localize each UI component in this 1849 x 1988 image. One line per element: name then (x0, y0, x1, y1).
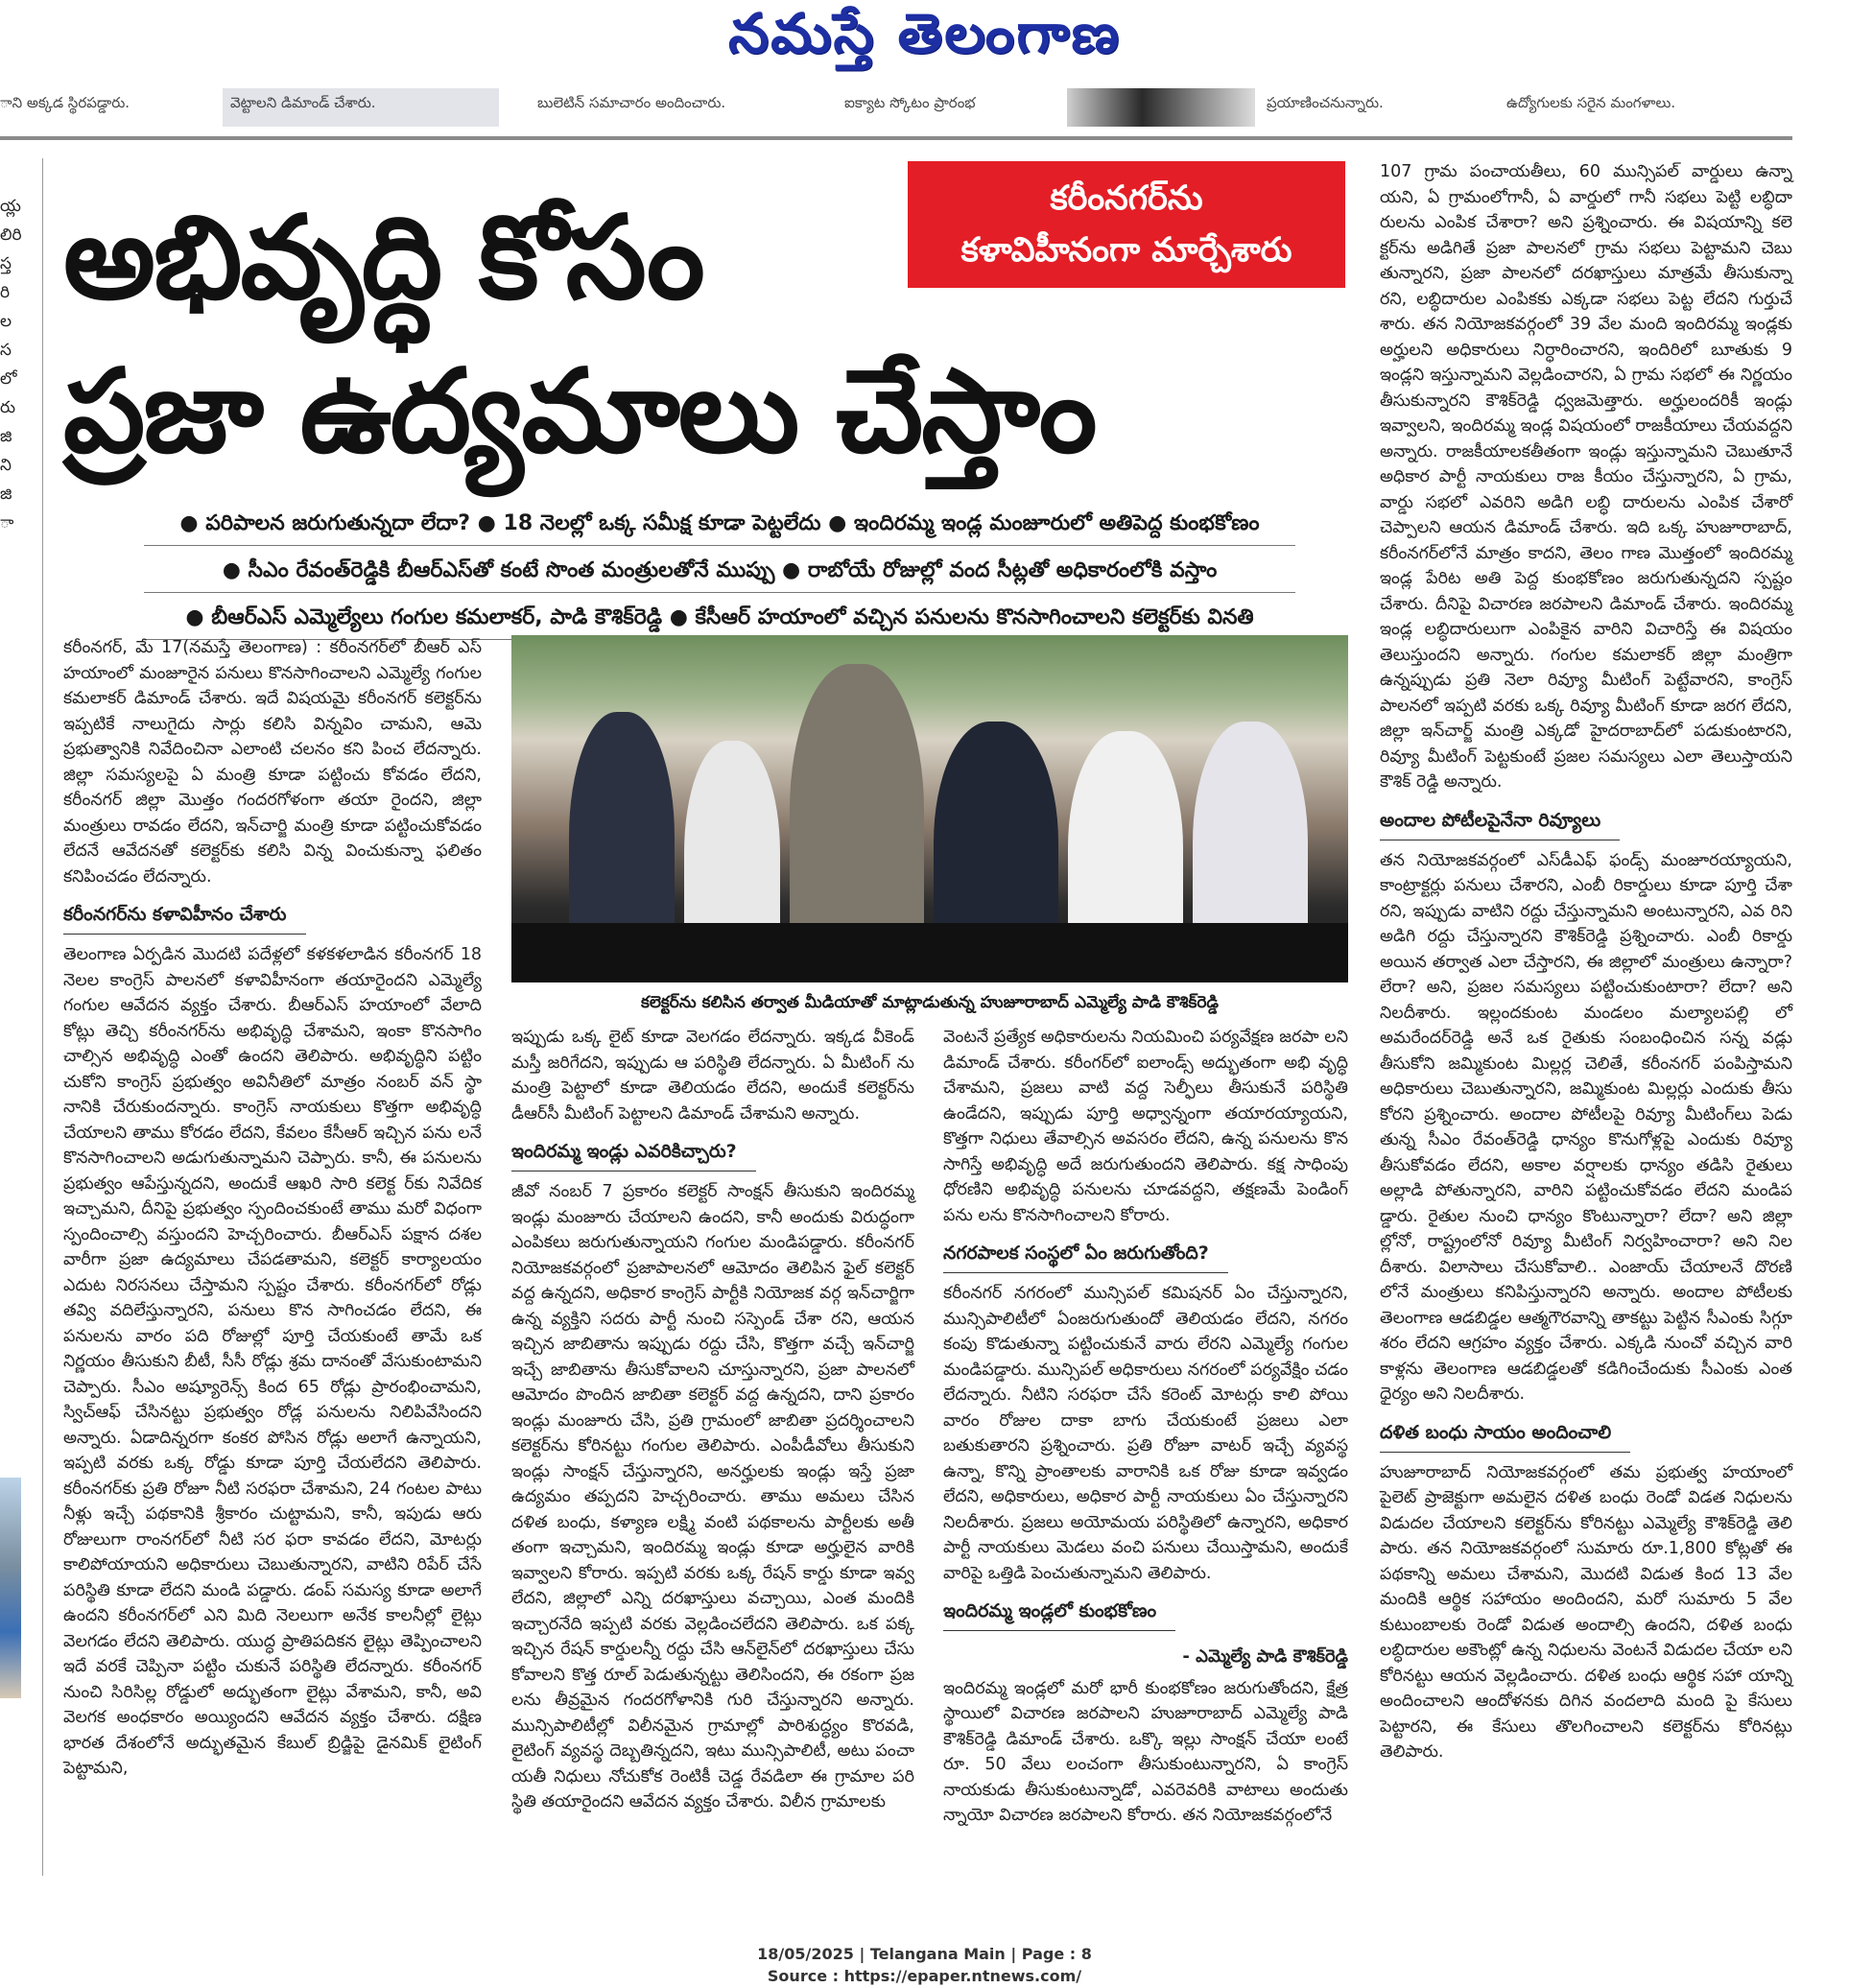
subheading: నగరపాలక సంస్థలో ఏం జరుగుతోంది? (943, 1234, 1228, 1273)
strip-item: వెట్టాలని డిమాండ్ చేశారు. (230, 94, 376, 111)
top-rule (0, 136, 1792, 140)
headline-line-2: ప్రజా ఉద్యమాలు చేస్తాం (63, 345, 1096, 479)
edge-line: స్త (0, 254, 12, 273)
strip-item: ఐక్యాట స్కోటం ప్రారంభ (844, 94, 976, 111)
edge-line: రి (0, 283, 11, 302)
edge-line: జి (0, 485, 12, 504)
strip-item: బులెటిన్ సమాచారం అందించారు. (537, 94, 726, 111)
column-3 (943, 1025, 1348, 1829)
page-footer (0, 1944, 1849, 1988)
highlight-box (904, 157, 1349, 292)
column-rule (42, 158, 43, 1876)
edge-line: య్ల (0, 197, 21, 216)
highlight-line-1: కరీంనగర్‌ను (1050, 179, 1203, 218)
paragraph: హుజూరాబాద్ నియోజకవర్గంలో తమ ప్రభుత్వ హయాంలో పైలెట్ ప్రాజెక్టుగా అమలైన దళిత బంధు రెండో విడత నిధులను విడుదల చేయాలని కలెక్టర్‌ను కోరినట్టు ఎమ్మెల్యే కౌశిక్‌రెడ్డి తెలి పారు. తన నియోజకవర్గంలో సుమారు రూ.1,800 కోట్లతో ఈ పథకాన్ని అమలు చేశామని, మొదటి విడుత కింద 13 వేల మందికి ఆర్థిక సహాయం అందిందని, మరో సుమారు 5 వేల కుటుంబాలకు రెండో విడుత అందాల్సి ఉందని, దళిత బంధు లబ్ధిదారుల అకౌంట్లో ఉన్న నిధులను వెంటనే విడుదల చేయా లని కోరినట్టు ఆయన వెల్లడించారు. దళిత బంధు ఆర్థిక సహా యాన్ని అందించాలని ఆందోళనకు దిగిన వందలాది మంది పై కేసులు పెట్టారని, ఈ కేసులు తొలగించాలని కలెక్టర్‌ను కోరినట్లు తెలిపారు. (1380, 1462, 1792, 1762)
edge-line: ా (0, 513, 14, 532)
headline-line-1: అభివృద్ధి కోసం (63, 192, 703, 325)
summary-bullets (144, 503, 1295, 644)
subheading: దళిత బంధు సాయం అందించాలి (1380, 1413, 1630, 1453)
masthead (0, 0, 1849, 81)
bullet-line: ● సీఎం రేవంత్‌రెడ్డికి బీఆర్‌ఎస్‌తో కంటే సొంత మంత్రులతోనే ముప్పు ● రాబోయే రోజుల్లో వంద సీట్లతో అధికారంలోకి వస్తాం (144, 550, 1295, 593)
strip-item: ఉద్యోగులకు సరైన మంగళాలు. (1506, 94, 1676, 111)
column-1 (63, 635, 482, 1782)
newspaper-logo: నమస్తే తెలంగాణ (727, 2, 1122, 66)
news-photo (511, 635, 1348, 982)
edge-line: ల (0, 312, 12, 331)
microphones (511, 923, 1348, 982)
paragraph: కరీంనగర్ నగరంలో మున్సిపల్ కమిషనర్ ఏం చేస్తున్నారని, మున్సిపాలిటీలో ఏంజరుగుతుందో తెలియడం లేదని, నగరం కంపు కొడుతున్నా పట్టించుకునే వారు లేరని ఎమ్మెల్యే గంగుల మండిపడ్డారు. మున్సిపల్ అధికారులు నగరంలో పర్యవేక్షిం చడం లేదన్నారు. నీటిని సరఫరా చేసే కరెంట్ మోటర్లు కాలి పోయి వారం రోజుల దాకా బాగు చేయకుంటే ప్రజలు ఎలా బతుకుతారని ప్రశ్నించారు. ప్రతి రోజూ వాటర్ ఇచ్చే వ్యవస్థ ఉన్నా, కొన్ని ప్రాంతాలకు వారానికి ఒక రోజు కూడా ఇవ్వడం లేదని, అధికారులు, అధికార పార్టీ నాయకులు ఏం చేస్తున్నారని నిలదీశారు. ప్రజలు అయోమయ పరిస్థితిలో ఉన్నారని, అధికార పార్టీ నాయకులు మెడలు వంచి పనులు చేయిస్తామని, అందుకే వారిపై ఒత్తిడి పెంచుతున్నామని తెలిపారు. (943, 1284, 1348, 1583)
strip-item: ప్రయాణించనున్నారు. (1267, 94, 1384, 111)
bullet-line: ● బీఆర్‌ఎస్ ఎమ్మెల్యేలు గంగుల కమలాకర్, పాడి కౌశిక్‌రెడ్డి ● కేసీఆర్ హయాంలో వచ్చిన పనులను కొనసాగించాలని కలెక్టర్‌కు వినతి (144, 597, 1295, 640)
column-4 (1380, 159, 1792, 1765)
paragraph: తన నియోజకవర్గంలో ఎస్‌డీఎఫ్ ఫండ్స్ మంజూరయ్యాయని, కాంట్రాక్టర్లు పనులు చేశారని, ఎంబీ రికార్డులు కూడా పూర్తి చేశా రని, ఇప్పుడు వాటిని రద్దు చేస్తున్నామని అంటున్నారని, ఎవ రిని అడిగి రద్దు చేస్తున్నారని కౌశిక్‌రెడ్డి ప్రశ్నించారు. ఎంబీ రికార్డు అయిన తర్వాత ఎలా చేస్తారని, ఈ జిల్లాలో మంత్రులు ఉన్నారా? లేరా? అని, ప్రజల సమస్యలు పట్టించుకుంటారా? లేదా? అని నిలదీశారు. ఇల్లందకుంట మండలం మల్యాలపల్లి లో అమరేందర్‌రెడ్డి అనే ఒక రైతుకు సంబంధించిన సన్న వడ్లు తీసుకోని జమ్మికుంట మిల్లర్ల చెలితే, కరీంనగర్ పంపిస్తామని అధికారులు చెబుతున్నారని, జమ్మికుంట మిల్లర్లు ఎందుకు తీసు కోరని ప్రశ్నించారు. అందాల పోటీలపై రివ్యూ మీటింగ్‌లు పెడు తున్న సీఎం రేవంత్‌రెడ్డి ధాన్యం కొనుగోళ్లపై ఎందుకు రివ్యూ తీసుకోవడం లేదని, అకాల వర్షాలకు ధాన్యం తడిసి రైతులు అల్లాడి పోతున్నారని, వారిని పట్టించుకోవడం లేదని మండిప డ్డారు. రైతుల నుంచి ధాన్యం కొంటున్నారా? లేదా? అని జిల్లా ల్లోనో, రాష్ట్రంలోనో రివ్యూ మీటింగ్ నిర్వహించారా? అని నిల దీశారు. విలాసాలు చేసుకోవాలి.. ఎంజాయ్ చేయాలనే దొరణి లోనే మంత్రులు కనిపిస్తున్నారని అన్నారు. అందాల పోటీలకు తెలంగాణ ఆడబిడ్డల ఆత్మగౌరవాన్ని తాకట్టు పెట్టిన సీఎంకు సిగ్గూ శరం లేదని ఆగ్రహం వ్యక్తం చేశారు. ఎక్కడి నుంచో వచ్చిన వారి కాళ్లను తెలంగాణ ఆడబిడ్డలతో కడిగించేందుకు సీఎంకు ఎంత ధైర్యం అని నిలదీశారు. (1380, 850, 1792, 1404)
subheading: ఇందిరమ్మ ఇండ్లు ఎవరికిచ్చారు? (511, 1132, 756, 1172)
edge-line: ని (0, 456, 12, 475)
footer-source: Source : https://epaper.ntnews.com/ (767, 1967, 1082, 1985)
paragraph: ఇందిరమ్మ ఇండ్లలో మరో భారీ కుంభకోణం జరుగుతోందని, క్షేత్ర స్థాయిలో విచారణ జరపాలని హుజూరాబాద్ ఎమ్మెల్యే పాడి కౌశిక్‌రెడ్డి డిమాండ్ చేశారు. ఒక్కొ ఇల్లు సాంక్షన్ చేయా లంటే రూ. 50 వేలు లంచంగా తీసుకుంటున్నారని, ఏ కాంగ్రెస్ నాయకుడు తీసుకుంటున్నాడో, ఎవరెవరికి వాటాలు అందుతు న్నాయో విచారణ జరపాలని కోరారు. తన నియోజకవర్గంలోనే (943, 1678, 1348, 1825)
column-2 (511, 1025, 914, 1815)
paragraph: ఇప్పుడు ఒక్క లైట్ కూడా వెలగడం లేదన్నారు. ఇక్కడ వీకెండ్ మస్తీ జరిగేదని, ఇప్పుడు ఆ పరిస్థితి లేదన్నారు. ఏ మీటింగ్ ‌ను మంత్రి పెట్టాలో కూడా తెలియడం లేదని, అందుకే కలెక్టర్‌ను డీఆర్‌సీ మీటింగ్ పెట్టాలని డిమాండ్ చేశామని అన్నారు. (511, 1028, 914, 1124)
highlight-line-2: కళావిహీనంగా మార్చేశారు (960, 231, 1292, 270)
edge-line: లో (0, 369, 17, 389)
subheading: కరీంనగర్‌ను కళావిహీనం చేశారు (63, 895, 306, 935)
edge-line: రు (0, 398, 15, 417)
edge-line: లిరి (0, 225, 22, 245)
bullet-line: ● పరిపాలన జరుగుతున్నదా లేదా? ● 18 నెలల్లో ఒక్క సమీక్ష కూడా పెట్టలేదు ● ఇందిరమ్మ ఇండ్ల మంజూరులో అతిపెద్ద కుంభకోణం (144, 503, 1295, 546)
edge-line: జి (0, 427, 12, 446)
footer-date-page: 18/05/2025 | Telangana Main | Page : 8 (757, 1945, 1092, 1963)
edge-line: స (0, 341, 12, 360)
paragraph: తెలంగాణ ఏర్పడిన మొదటి పదేళ్లలో కళకళలాడిన కరీంనగర్ 18 నెలల కాంగ్రెస్ పాలనలో కళావిహీనంగా తయారైందని ఎమ్మెల్యే గంగుల ఆవేదన వ్యక్తం చేశారు. బీఆర్‌ఎస్ హయాంలో వేలాది కోట్లు తెచ్చి కరీంనగర్‌ను అభివృద్ధి చేశామని, ఇంకా కొనసాగిం చాల్సిన అభివృద్ధి ఎంతో ఉందని తెలిపారు. అభివృద్ధిని పట్టిం చుకోని కాంగ్రెస్ ప్రభుత్వం అవినీతిలో మాత్రం నంబర్ వన్ స్థా నానికి చేరుకుందన్నారు. కాంగ్రెస్ నాయకులు కొత్తగా అభివృద్ధి చేయాలని తాము కోరడం లేదని, కేవలం కేసీఆర్ ఇచ్చిన పను లనే కొనసాగించాలని అడుగుతున్నామని చెప్పారు. కానీ, ఈ పనులను ప్రభుత్వం ఆపేస్తున్నదని, అందుకే ఆఖరి సారి కలెక్ట ర్‌కు నివేదిక ఇచ్చామని, దీనిపై ప్రభుత్వం స్పందించకుంటే తాము మరో విధంగా స్పందించాల్సి వస్తుందని హెచ్చరించారు. బీఆర్‌ఎస్ పక్షాన దశల వారీగా ప్రజా ఉద్యమాలు చేపడతామని, కలెక్టర్ కార్యాలయం ఎదుట నిరసనలు చేస్తామని స్పష్టం చేశారు. కరీంనగర్‌లో రోడ్లు తవ్వి వదిలేస్తున్నారని, పనులు కొన సాగించడం లేదని, ఈ పనులను వారం పది రోజుల్లో పూర్తి చేయకుంటే తామే ఒక నిర్ణయం తీసుకుని బీటీ, సీసీ రోడ్లు శ్రమ దానంతో వేసుకుంటామని చెప్పారు. సీఎం అష్యూరెన్స్ కింద 65 రోడ్లు ప్రారంభించామని, స్విచ్‌ఆఫ్ చేసినట్టు ప్రభుత్వం రోడ్ల పనులను నిలిపివేసిందని అన్నారు. ఏడాదిన్నరగా కంకర పోసిన రోడ్లు అలాగే ఉన్నాయని, ఇప్పటి వరకు ఒక్క రోడ్డు కూడా పూర్తి చేయలేదని తెలిపారు. కరీంనగర్‌కు ప్రతి రోజూ నీటి సరఫరా చేశామని, 24 గంటల పాటు నీళ్లు ఇచ్చే పథకానికి శ్రీకారం చుట్టామని, కానీ, ఇపుడు ఆరు రోజులుగా రాంనగర్‌లో నీటి సర ఫరా కావడం లేదని, మోటర్లు కాలిపోయాయని అధికారులు చెబుతున్నారని, వాటిని రిపేర్ చేసే పరిస్థితి కూడా లేదని మండి పడ్డారు. డంప్ సమస్య కూడా అలాగే ఉందని కరీంనగర్‌లో ఎని మిది నెలలుగా అనేక కాలనీల్లో లైట్లు వెలగడం లేదని తెలిపారు. యుద్ధ ప్రాతిపదికన లైట్లు తెప్పించాలని ఇదే వరకే చెప్పినా పట్టిం చుకునే పరిస్థితి లేదన్నారు. కరీంనగర్ నుంచి సిరిసిల్ల రోడ్డులో అద్భుతంగా లైట్లు వేశామని, కానీ, అవి వెలగక అంధకారం అయ్యిందని ఆవేదన వ్యక్తం చేశారు. దక్షిణ భారత దేశంలోనే అద్భుతమైన కేబుల్ బ్రిడ్జిపై డైనమిక్ లైటింగ్ పెట్టామని, (63, 945, 482, 1778)
paragraph: కరీంనగర్, మే 17(నమస్తే తెలంగాణ) : కరీంనగర్‌లో బీఆర్ ఎస్ హయాంలో మంజూరైన పనులు కొనసాగించాలని ఎమ్మెల్యే గంగుల కమలాకర్ డిమాండ్ చేశారు. ఇదే విషయమై కరీంనగర్ కలెక్టర్‌ను ఇప్పటికే నాలుగైదు సార్లు కలిసి విన్నవిం చామని, ఆమె ప్రభుత్వానికి నివేదించినా ఎలాంటి చలనం కని పించ లేదన్నారు. జిల్లా సమస్యలపై ఏ మంత్రి కూడా పట్టించు కోవడం లేదని, కరీంనగర్ జిల్లా మొత్తం గందరగోళంగా తయా రైందని, జిల్లా మంత్రులు రావడం లేదని, ఇన్‌చార్జి మంత్రి కూడా పట్టించుకోవడం లేదనే ఆవేదనతో కలెక్టర్‌కు కలిసి విన్న వించుకున్నా ఫలితం కనిపించడం లేదన్నారు. (63, 638, 482, 887)
strip-photo (1067, 88, 1255, 127)
strip-item: ాని అక్కడ స్థిరపడ్డారు. (0, 94, 130, 111)
subheading: అందాల పోటీలపైనేనా రివ్యూలు (1380, 801, 1620, 840)
byline: - ఎమ్మెల్యే పాడి కౌశిక్‌రెడ్డి (1182, 1646, 1348, 1667)
top-strip (0, 88, 1792, 130)
edge-photo (0, 1478, 21, 1698)
subheading: ఇందిరమ్మ ఇండ్లలో కుంభకోణం (943, 1592, 1175, 1631)
paragraph: జీవో నంబర్ 7 ప్రకారం కలెక్టర్ సాంక్షన్ తీసుకుని ఇందిరమ్మ ఇండ్లు మంజూరు చేయాలని ఉందని, కానీ అందుకు విరుద్ధంగా ఎంపికలు జరుగుతున్నాయని గంగుల మండిపడ్డారు. కరీంనగర్ నియోజకవర్గంలో ప్రజాపాలనలో ఆమోదం తెలిపిన ఫైల్ కలెక్టర్ వద్ద ఉన్నదని, అధికార కాంగ్రెస్ పార్టీకి నియోజక వర్గ ఇన్‌చార్జిగా ఉన్న వ్యక్తిని సదరు పార్టీ నుంచి సస్పెండ్ చేశా రని, ఆయన ఇచ్చిన జాబితాను ఇప్పుడు రద్దు చేసి, కొత్తగా వచ్చే ఇన్‌చార్జి ఇచ్చే జాబితాను తీసుకోవాలని చూస్తున్నారని, ప్రజా పాలనలో ఆమోదం పొందిన జాబితా కలెక్టర్ వద్ద ఉన్నదని, దాని ప్రకారం ఇండ్లు మంజూరు చేసి, ప్రతి గ్రామంలో జాబితా ప్రదర్శించాలని కలెక్టర్‌ను కోరినట్టు గంగుల తెలిపారు. ఎంపీడీవోలు తీసుకుని ఇండ్లు సాంక్షన్ చేస్తున్నారని, అనర్హులకు ఇండ్లు ఇస్తే ప్రజా ఉద్యమం తప్పదని హెచ్చరించారు. తాము అమలు చేసిన దళిత బంధు, కళ్యాణ లక్ష్మి వంటి పథకాలను పార్టీలకు అతీ తంగా ఇచ్చామని, ఇందిరమ్మ ఇండ్లు కూడా అర్హులైన వారికి ఇవ్వాలని కోరారు. ఇప్పటి వరకు ఒక్క రేషన్ కార్డు కూడా ఇవ్వ లేదని, జిల్లాలో ఎన్ని దరఖాస్తులు వచ్చాయి, ఎంత మందికి ఇచ్చారనేది ఇప్పటి వరకు వెల్లడించలేదని తెలిపారు. ఒక పక్క ఇచ్చిన రేషన్ కార్డులన్నీ రద్దు చేసి ఆన్‌లైన్‌లో దరఖాస్తులు చేసు కోవాలని కొత్త రూల్ పెడుతున్నట్టు తెలిసిందని, ఈ రకంగా ప్రజ లను తీవ్రమైన గందరగోళానికి గురి చేస్తున్నారని అన్నారు. మున్సిపాలిటీల్లో విలీనమైన గ్రామాల్లో పారిశుద్ధ్యం కొరవడి, లైటింగ్ వ్యవస్థ దెబ్బతిన్నదని, ఇటు మున్సిపాలిటీ, అటు పంచా యతీ నిధులు నోచుకోక రెంటికీ చెడ్డ రేవడిలా ఈ గ్రామాల పరి స్థితి తయారైందని ఆవేదన వ్యక్తం చేశారు. విలీన గ్రామాలకు (511, 1182, 914, 1811)
paragraph: 107 గ్రామ పంచాయతీలు, 60 మున్సిపల్ వార్డులు ఉన్నా యని, ఏ గ్రామంలోగానీ, ఏ వార్డులో గానీ సభలు పెట్టి లబ్ధిదా రులను ఎంపిక చేశారా? అని ప్రశ్నించారు. ఈ విషయాన్ని కలె క్టర్‌ను అడిగితే ప్రజా పాలనలో గ్రామ సభలు పెట్టామని చెబు తున్నారని, ప్రజా పాలనలో దరఖాస్తులు మాత్రమే తీసుకున్నా రని, లబ్ధిదారుల ఎంపికకు ఎక్కడా సభలు పెట్ట లేదని గుర్తుచే శారు. తన నియోజకవర్గంలో 39 వేల మంది ఇందిరమ్మ ఇండ్లకు అర్హులని అధికారులు నిర్ధారించారని, ఇందిరిలో బూతుకు 9 ఇండ్లని ఇస్తున్నామని వెల్లడించారని, ఏ గ్రామ సభలో ఈ నిర్ణయం తీసుకున్నారని కౌశిక్‌రెడ్డి ధ్వజమెత్తారు. అర్హులందరికీ ఇండ్లు ఇవ్వాలని, ఇందిరమ్మ ఇండ్ల విషయంలో రాజకీయాలు చేయవద్దని అన్నారు. రాజకీయాలకతీతంగా ఇండ్లు ఇస్తున్నామని చెబుతూనే అధికార పార్టీ నాయకులు రాజ కీయం చేస్తున్నారని, ఏ గ్రామ, వార్డు సభలో ఎవరిని అడిగి లబ్ధి దారులను ఎంపిక చేశారో చెప్పాలని ఆయన డిమాండ్ చేశారు. ఇది ఒక్క హుజూరాబాద్, కరీంనగర్‌లోనే మాత్రం కాదని, తెలం గాణ మొత్తంలో ఇందిరమ్మ ఇండ్ల పేరిట అతి పెద్ద కుంభకోణం జరుగుతున్నదని స్పష్టం చేశారు. దీనిపై విచారణ జరపాలని డిమాండ్ చేశారు. ఇందిరమ్మ ఇండ్ల లబ్ధిదారులుగా ఎంపికైన వారిని విచారిస్తే ఈ విషయం తెలుస్తుందని అన్నారు. గంగుల కమలాకర్ జిల్లా మంత్రిగా ఉన్నప్పుడు ప్రతి నెలా రివ్యూ మీటింగ్ పెట్టేవారని, కాంగ్రెస్ పాలనలో ఇప్పటి వరకు ఒక్క రివ్యూ మీటింగ్ కూడా జరగ లేదని, జిల్లా ఇన్‌చార్జ్ మంత్రి ఎక్కడో హైదరాబాద్‌లో పడుకుంటారని, రివ్యూ మీటింగ్ పెట్టకుంటే ప్రజల సమస్యలు ఎలా తెలుస్తాయని కౌశిక్ రెడ్డి అన్నారు. (1380, 162, 1792, 792)
photo-caption: కలెక్టర్‌ను కలిసిన తర్వాత మీడియాతో మాట్లాడుతున్న హుజూరాబాద్ ఎమ్మెల్యే పాడి కౌశిక్‌రెడ్డి (640, 993, 1220, 1012)
paragraph: వెంటనే ప్రత్యేక అధికారులను నియమించి పర్యవేక్షణ జరపా లని డిమాండ్ చేశారు. కరీంగర్‌లో ఐలాండ్స్ అద్భుతంగా అభి వృద్ధి చేశామని, ప్రజలు వాటి వద్ద సెల్ఫీలు తీసుకునే పరిస్థితి ఉండేదని, ఇప్పుడు పూర్తి అధ్వాన్నంగా తయారయ్యాయని, కొత్తగా నిధులు తేవాల్సిన అవసరం లేదని, ఉన్న పనులను కొన సాగిస్తే అభివృద్ధి అదే జరుగుతుందని తెలిపారు. కక్ష సాధింపు ధోరణిని అభివృద్ధి పనులను చూడవద్దని, తక్షణమే పెండింగ్ పను లను కొనసాగించాలని కోరారు. (943, 1028, 1348, 1225)
